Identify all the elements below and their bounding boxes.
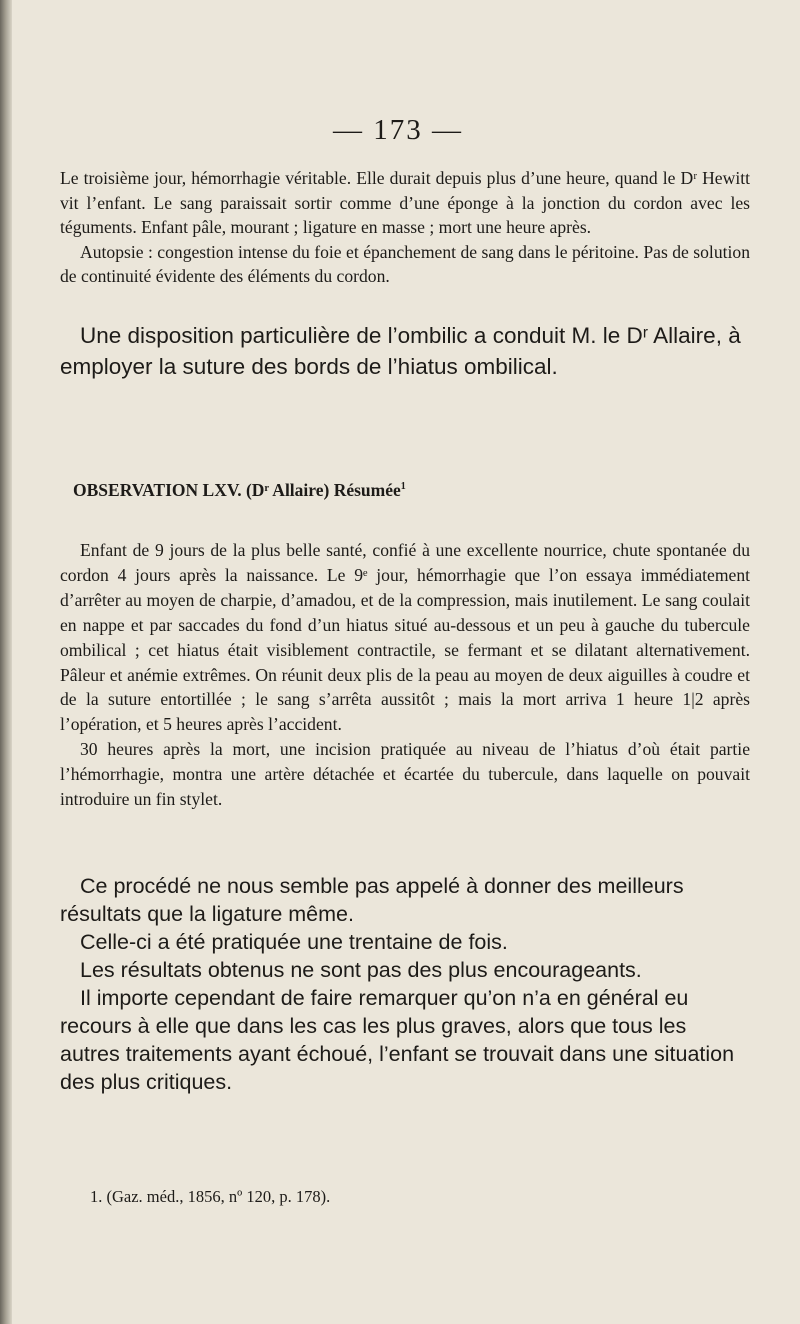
intro-section: [60, 166, 750, 289]
observation-paragraph-1: Enfant de 9 jours de la plus belle santé, confié à une excellente nourrice, chute spontanée du cordon 4 jours après la naissance. Le 9ᵉ jour, hémorrhagie que l’on essaya immédiatement d’arrêter au moyen de charpie, d’amadou, et de la compression, mais inutilement. Le sang coulait en nappe et par saccades du fond d’un hiatus situé au-dessous et un peu à gauche du tubercule ombilical ; cet hiatus était visiblement contractile, se fermant et se dilatant alternativement. Pâleur et anémie extrêmes. On réunit deux plis de la peau au moyen de deux aiguilles à coudre et de la suture entortillée ; le sang s’arrêta aussitôt ; mais la mort arriva 1 heure 1|2 après l’opération, et 5 heures après l’accident.: [60, 540, 750, 735]
conclusion-section: [60, 872, 750, 1096]
page-number: — 173 —: [333, 114, 463, 146]
heading-section: [60, 320, 750, 382]
book-spine-shadow: [0, 0, 12, 1324]
conclusion-paragraph-1: Ce procédé ne nous semble pas appelé à donner des meilleurs résultats que la ligature même.: [60, 874, 684, 926]
observation-body: [60, 538, 750, 812]
footnote-reference: 1: [400, 481, 406, 493]
conclusion-paragraph-2: Celle-ci a été pratiquée une trentaine de fois.: [80, 930, 508, 954]
heading-paragraph: Une disposition particulière de l’ombilic a conduit M. le Dʳ Allaire, à employer la suture des bords de l’hiatus ombilical.: [60, 323, 741, 379]
footnote: 1. (Gaz. méd., 1856, nº 120, p. 178).: [90, 1187, 331, 1206]
observation-title-text: OBSERVATION LXV. (Dʳ Allaire) Résumée: [73, 480, 401, 500]
observation-title: [73, 480, 406, 501]
conclusion-paragraph-4: Il importe cependant de faire remarquer qu’on n’a en général eu recours à elle que dans les cas les plus graves, alors que tous les autres traitements ayant échoué, l’enfant se trouvait dans une situation des plus critiques.: [60, 986, 735, 1094]
document-page: [28, 0, 768, 1324]
observation-paragraph-2: 30 heures après la mort, une incision pratiquée au niveau de l’hiatus d’où était partie l’hémorrhagie, montra une artère détachée et écartée du tubercule, dans laquelle on pouvait introduire un fin stylet.: [60, 739, 750, 810]
intro-paragraph-2: Autopsie : congestion intense du foie et épanchement de sang dans le péritoine. Pas de solution de continuité évidente des éléments du cordon.: [60, 241, 750, 286]
intro-paragraph-1: Le troisième jour, hémorrhagie véritable. Elle durait depuis plus d’une heure, quand le Dʳ Hewitt vit l’enfant. Le sang paraissait sortir comme d’une éponge à la jonction du cordon avec les téguments. Enfant pâle, mourant ; ligature en masse ; mort une heure après.: [60, 168, 750, 237]
conclusion-paragraph-3: Les résultats obtenus ne sont pas des plus encourageants.: [80, 958, 642, 982]
